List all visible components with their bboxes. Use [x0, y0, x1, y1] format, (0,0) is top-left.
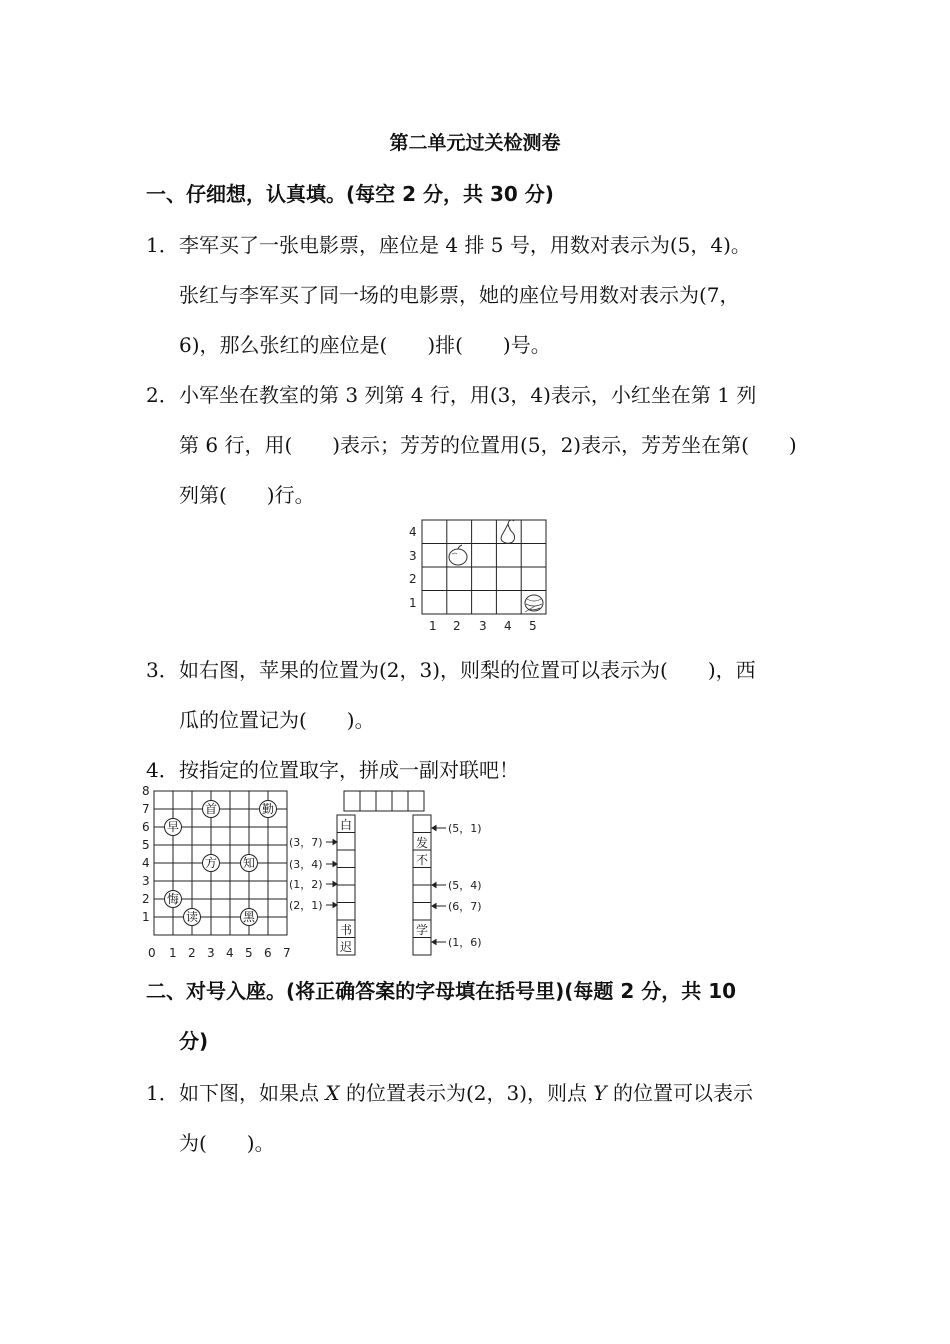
s2-q1-line-1: [179, 1077, 753, 1106]
char-qin: 勤: [261, 802, 275, 816]
x-label-1: 1: [429, 619, 437, 633]
q1-line-1: 李军买了一张电影票，座位是 4 排 5 号，用数对表示为(5，4)。: [179, 233, 751, 257]
char-zhi: 知: [242, 856, 256, 870]
apple-icon: [449, 545, 467, 565]
couplet-right-label-3: (6，7): [448, 900, 482, 913]
page-title: 第二单元过关检测卷: [389, 132, 561, 154]
y-label-1: 1: [142, 910, 150, 924]
watermelon-icon: [525, 595, 543, 612]
couplet-left-shu: 书: [339, 923, 353, 937]
s2-q1-line-2: 为( )。: [179, 1131, 275, 1155]
y-label-2: 2: [409, 572, 417, 586]
y-label-1: 1: [409, 596, 417, 610]
y-label-8: 8: [142, 785, 150, 798]
y-label-3: 3: [409, 549, 417, 563]
char-fang: 方: [204, 856, 218, 870]
couplet-right-bu: 不: [415, 853, 429, 867]
x-label-5: 5: [529, 619, 537, 633]
couplet-left-label-2: (3，4): [289, 858, 323, 871]
x-label-0: 0: [148, 946, 156, 960]
couplet-right-fa: 发: [415, 836, 429, 850]
q4-line-1: 按指定的位置取字，拼成一副对联吧！: [179, 758, 519, 782]
char-du: 读: [185, 910, 199, 924]
q2-line-3: 列第( )行。: [179, 483, 315, 507]
x-label-6: 6: [264, 946, 272, 960]
couplet-right-label-1: (5，1): [448, 822, 482, 835]
y-label-2: 2: [142, 892, 150, 906]
x-label-4: 4: [504, 619, 512, 633]
s2-q1-text-b: 的位置表示为(2，3)，则点: [339, 1081, 594, 1105]
couplet-right-label-2: (5，4): [448, 879, 482, 892]
s2-q1-text-a: 如下图，如果点: [179, 1081, 326, 1105]
q3-number: 3．: [146, 658, 179, 682]
couplet-figure: [288, 788, 488, 958]
couplet-right-label-4: (1，6): [448, 936, 482, 949]
couplet-left-top: 白: [339, 818, 353, 832]
q1-number: 1．: [146, 233, 179, 257]
char-hei: 黑: [242, 910, 256, 924]
q3-line-1: 如右图，苹果的位置为(2，3)，则梨的位置可以表示为( )，西: [179, 658, 756, 682]
x-label-3: 3: [207, 946, 215, 960]
q2-line-2: 第 6 行，用( )表示；芳芳的位置用(5，2)表示，芳芳坐在第( ): [179, 433, 797, 457]
y-label-5: 5: [142, 838, 150, 852]
x-label-5: 5: [245, 946, 253, 960]
couplet-banner: [344, 791, 424, 811]
section2-heading-line-2: 分): [179, 1029, 209, 1053]
char-shou: 首: [204, 802, 218, 816]
q4-number: 4．: [146, 758, 179, 782]
char-zao: 早: [166, 820, 180, 834]
y-label-4: 4: [409, 525, 417, 539]
q2-line-1: 小军坐在教室的第 3 列第 4 行，用(3，4)表示，小红坐在第 1 列: [179, 383, 757, 407]
s2-q1-var-y: Y: [593, 1081, 607, 1105]
q3-line-2: 瓜的位置记为( )。: [179, 708, 375, 732]
couplet-left-label-4: (2，1): [289, 899, 323, 912]
char-grid-figure: [138, 785, 298, 963]
x-label-2: 2: [188, 946, 196, 960]
y-label-7: 7: [142, 802, 150, 816]
s2-q1-number: 1．: [146, 1081, 179, 1105]
y-label-6: 6: [142, 820, 150, 834]
fruit-grid-figure: [396, 514, 556, 636]
y-label-3: 3: [142, 874, 150, 888]
couplet-left-label-1: (3，7): [289, 836, 323, 849]
x-label-2: 2: [453, 619, 461, 633]
q1-line-3: 6)，那么张红的座位是( )排( )号。: [179, 333, 551, 357]
s2-q1-text-c: 的位置可以表示: [606, 1081, 753, 1105]
s2-q1-var-x: X: [325, 1081, 340, 1105]
char-hui: 悔: [166, 892, 180, 906]
couplet-left-chi: 迟: [339, 940, 353, 954]
x-label-1: 1: [169, 946, 177, 960]
x-label-3: 3: [479, 619, 487, 633]
couplet-left-label-3: (1，2): [289, 878, 323, 891]
q1-line-2: 张红与李军买了同一场的电影票，她的座位号用数对表示为(7，: [179, 283, 740, 307]
y-label-4: 4: [142, 856, 150, 870]
x-label-4: 4: [226, 946, 234, 960]
section2-heading-line-1: 二、对号入座。(将正确答案的字母填在括号里)(每题 2 分，共 10: [146, 979, 737, 1003]
q2-number: 2．: [146, 383, 179, 407]
pear-icon: [501, 520, 514, 543]
section1-heading: 一、仔细想，认真填。(每空 2 分，共 30 分): [146, 182, 554, 206]
couplet-right-xue: 学: [415, 923, 429, 937]
x-label-7: 7: [283, 946, 291, 960]
